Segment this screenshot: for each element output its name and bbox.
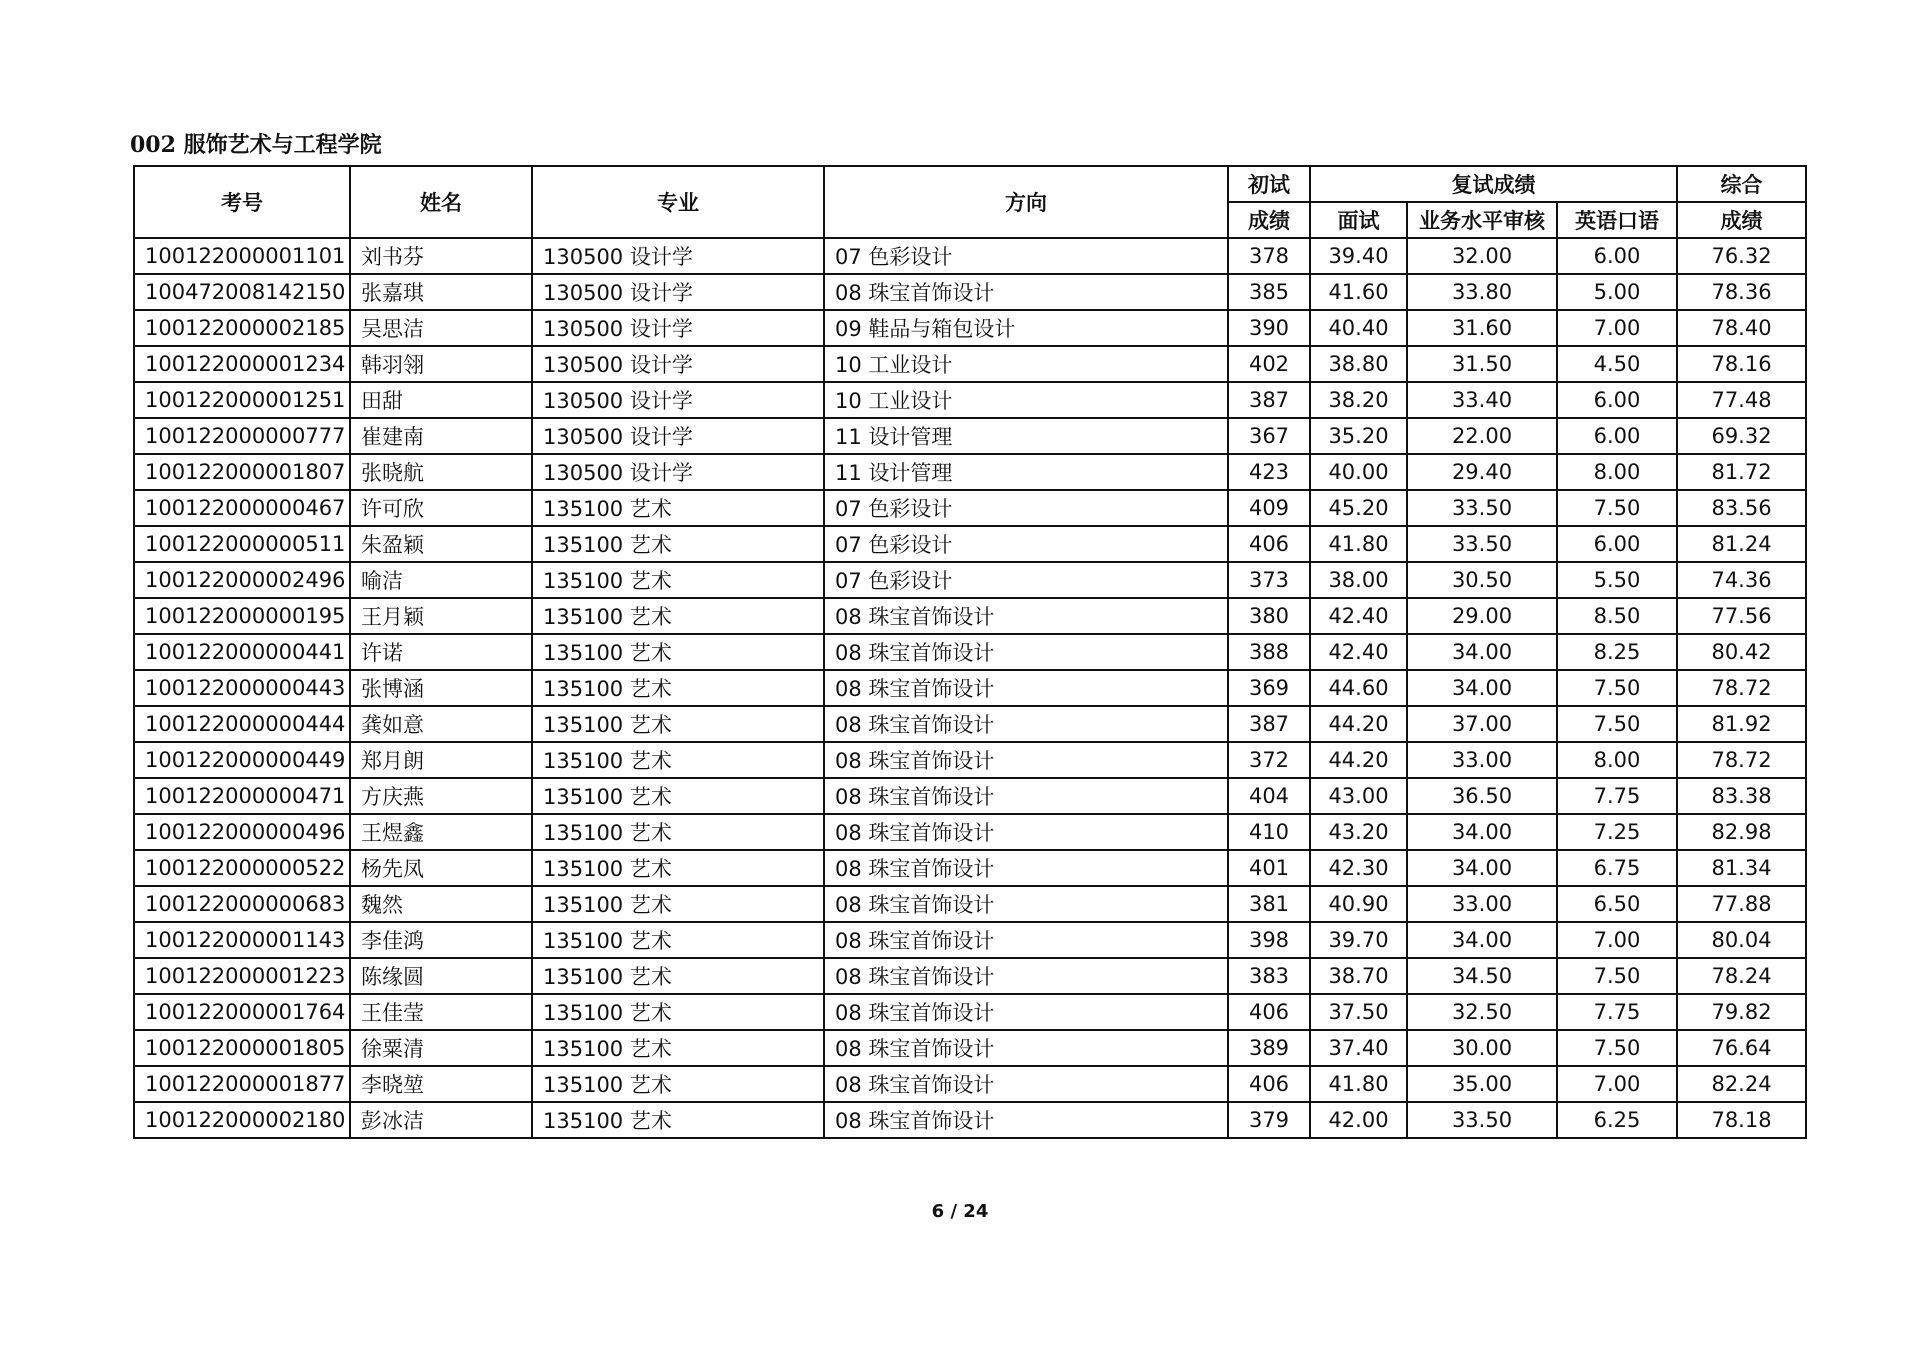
cell-total-score: 78.18 — [1677, 1102, 1806, 1138]
cell-exam-no: 100122000002180 — [134, 1102, 350, 1138]
cell-name: 王佳莹 — [350, 994, 532, 1030]
cell-direction: 08 珠宝首饰设计 — [824, 1030, 1228, 1066]
table-row — [134, 310, 1806, 346]
cell-interview-score: 42.30 — [1310, 850, 1407, 886]
cell-interview-score: 42.40 — [1310, 634, 1407, 670]
header-direction: 方向 — [824, 166, 1228, 238]
cell-total-score: 81.34 — [1677, 850, 1806, 886]
cell-oral-english-score: 6.50 — [1557, 886, 1677, 922]
cell-business-score: 32.00 — [1407, 238, 1557, 274]
cell-initial-score: 406 — [1228, 1066, 1310, 1102]
cell-total-score: 77.88 — [1677, 886, 1806, 922]
cell-initial-score: 367 — [1228, 418, 1310, 454]
header-exam-no: 考号 — [134, 166, 350, 238]
cell-direction: 07 色彩设计 — [824, 490, 1228, 526]
cell-exam-no: 100122000000683 — [134, 886, 350, 922]
cell-interview-score: 37.50 — [1310, 994, 1407, 1030]
cell-direction: 08 珠宝首饰设计 — [824, 994, 1228, 1030]
cell-name: 郑月朗 — [350, 742, 532, 778]
cell-total-score: 74.36 — [1677, 562, 1806, 598]
cell-interview-score: 44.20 — [1310, 706, 1407, 742]
cell-interview-score: 40.90 — [1310, 886, 1407, 922]
cell-major: 135100 艺术 — [532, 922, 824, 958]
cell-name: 刘书芬 — [350, 238, 532, 274]
cell-oral-english-score: 4.50 — [1557, 346, 1677, 382]
cell-initial-score: 387 — [1228, 382, 1310, 418]
cell-exam-no: 100122000001223 — [134, 958, 350, 994]
cell-total-score: 82.98 — [1677, 814, 1806, 850]
cell-oral-english-score: 7.50 — [1557, 958, 1677, 994]
cell-name: 张晓航 — [350, 454, 532, 490]
header-name: 姓名 — [350, 166, 532, 238]
cell-name: 彭冰洁 — [350, 1102, 532, 1138]
cell-interview-score: 39.70 — [1310, 922, 1407, 958]
cell-major: 135100 艺术 — [532, 1030, 824, 1066]
cell-name: 杨先凤 — [350, 850, 532, 886]
cell-direction: 08 珠宝首饰设计 — [824, 598, 1228, 634]
cell-name: 徐粟清 — [350, 1030, 532, 1066]
cell-major: 130500 设计学 — [532, 274, 824, 310]
cell-total-score: 82.24 — [1677, 1066, 1806, 1102]
cell-oral-english-score: 5.00 — [1557, 274, 1677, 310]
cell-major: 135100 艺术 — [532, 886, 824, 922]
cell-oral-english-score: 5.50 — [1557, 562, 1677, 598]
cell-exam-no: 100122000001143 — [134, 922, 350, 958]
cell-interview-score: 40.40 — [1310, 310, 1407, 346]
cell-exam-no: 100122000000777 — [134, 418, 350, 454]
cell-oral-english-score: 6.25 — [1557, 1102, 1677, 1138]
cell-initial-score: 378 — [1228, 238, 1310, 274]
cell-major: 135100 艺术 — [532, 562, 824, 598]
cell-initial-score: 387 — [1228, 706, 1310, 742]
cell-exam-no: 100122000001877 — [134, 1066, 350, 1102]
cell-major: 135100 艺术 — [532, 634, 824, 670]
cell-total-score: 77.48 — [1677, 382, 1806, 418]
cell-direction: 09 鞋品与箱包设计 — [824, 310, 1228, 346]
cell-total-score: 78.72 — [1677, 670, 1806, 706]
table-row — [134, 994, 1806, 1030]
cell-total-score: 81.72 — [1677, 454, 1806, 490]
cell-initial-score: 372 — [1228, 742, 1310, 778]
cell-total-score: 83.56 — [1677, 490, 1806, 526]
cell-major: 135100 艺术 — [532, 994, 824, 1030]
header-total-line2: 成绩 — [1677, 202, 1806, 238]
cell-direction: 08 珠宝首饰设计 — [824, 850, 1228, 886]
cell-exam-no: 100122000000449 — [134, 742, 350, 778]
cell-oral-english-score: 8.25 — [1557, 634, 1677, 670]
cell-business-score: 34.00 — [1407, 922, 1557, 958]
cell-initial-score: 385 — [1228, 274, 1310, 310]
table-row — [134, 778, 1806, 814]
cell-total-score: 78.72 — [1677, 742, 1806, 778]
page-title: 002 服饰艺术与工程学院 — [130, 132, 382, 158]
cell-direction: 08 珠宝首饰设计 — [824, 886, 1228, 922]
table-row — [134, 1030, 1806, 1066]
cell-initial-score: 390 — [1228, 310, 1310, 346]
cell-direction: 08 珠宝首饰设计 — [824, 670, 1228, 706]
table-row — [134, 274, 1806, 310]
cell-major: 130500 设计学 — [532, 454, 824, 490]
cell-oral-english-score: 8.50 — [1557, 598, 1677, 634]
cell-major: 135100 艺术 — [532, 598, 824, 634]
header-initial-line2: 成绩 — [1228, 202, 1310, 238]
cell-name: 张博涵 — [350, 670, 532, 706]
cell-business-score: 34.00 — [1407, 814, 1557, 850]
cell-name: 魏然 — [350, 886, 532, 922]
cell-interview-score: 44.20 — [1310, 742, 1407, 778]
cell-major: 135100 艺术 — [532, 1102, 824, 1138]
cell-total-score: 81.24 — [1677, 526, 1806, 562]
cell-initial-score: 380 — [1228, 598, 1310, 634]
table-row — [134, 598, 1806, 634]
cell-oral-english-score: 7.00 — [1557, 1066, 1677, 1102]
cell-total-score: 81.92 — [1677, 706, 1806, 742]
cell-exam-no: 100122000002185 — [134, 310, 350, 346]
cell-interview-score: 38.80 — [1310, 346, 1407, 382]
cell-oral-english-score: 7.00 — [1557, 310, 1677, 346]
cell-business-score: 33.50 — [1407, 490, 1557, 526]
cell-business-score: 22.00 — [1407, 418, 1557, 454]
cell-direction: 07 色彩设计 — [824, 526, 1228, 562]
cell-interview-score: 42.40 — [1310, 598, 1407, 634]
cell-direction: 08 珠宝首饰设计 — [824, 274, 1228, 310]
cell-initial-score: 404 — [1228, 778, 1310, 814]
header-interview: 面试 — [1310, 202, 1407, 238]
cell-oral-english-score: 7.50 — [1557, 670, 1677, 706]
cell-business-score: 33.00 — [1407, 886, 1557, 922]
cell-major: 130500 设计学 — [532, 346, 824, 382]
cell-name: 吴思洁 — [350, 310, 532, 346]
cell-direction: 08 珠宝首饰设计 — [824, 778, 1228, 814]
table-row — [134, 1066, 1806, 1102]
cell-name: 陈缘圆 — [350, 958, 532, 994]
cell-major: 135100 艺术 — [532, 742, 824, 778]
cell-interview-score: 44.60 — [1310, 670, 1407, 706]
table-row — [134, 346, 1806, 382]
cell-interview-score: 41.60 — [1310, 274, 1407, 310]
cell-interview-score: 43.20 — [1310, 814, 1407, 850]
header-initial-line1: 初试 — [1228, 166, 1310, 202]
header-major: 专业 — [532, 166, 824, 238]
cell-name: 王月颖 — [350, 598, 532, 634]
cell-exam-no: 100122000000441 — [134, 634, 350, 670]
cell-business-score: 33.40 — [1407, 382, 1557, 418]
cell-interview-score: 38.00 — [1310, 562, 1407, 598]
cell-oral-english-score: 7.50 — [1557, 1030, 1677, 1066]
cell-name: 喻洁 — [350, 562, 532, 598]
cell-oral-english-score: 6.00 — [1557, 238, 1677, 274]
cell-initial-score: 401 — [1228, 850, 1310, 886]
cell-initial-score: 379 — [1228, 1102, 1310, 1138]
cell-name: 许可欣 — [350, 490, 532, 526]
cell-exam-no: 100122000000511 — [134, 526, 350, 562]
cell-total-score: 79.82 — [1677, 994, 1806, 1030]
cell-interview-score: 37.40 — [1310, 1030, 1407, 1066]
cell-major: 130500 设计学 — [532, 310, 824, 346]
cell-major: 135100 艺术 — [532, 958, 824, 994]
cell-major: 135100 艺术 — [532, 814, 824, 850]
cell-total-score: 78.36 — [1677, 274, 1806, 310]
cell-name: 朱盈颖 — [350, 526, 532, 562]
cell-interview-score: 38.20 — [1310, 382, 1407, 418]
cell-initial-score: 406 — [1228, 526, 1310, 562]
cell-initial-score: 410 — [1228, 814, 1310, 850]
cell-direction: 08 珠宝首饰设计 — [824, 1066, 1228, 1102]
score-table — [133, 165, 1807, 1139]
cell-initial-score: 388 — [1228, 634, 1310, 670]
cell-direction: 07 色彩设计 — [824, 238, 1228, 274]
cell-business-score: 29.40 — [1407, 454, 1557, 490]
cell-initial-score: 381 — [1228, 886, 1310, 922]
cell-oral-english-score: 8.00 — [1557, 454, 1677, 490]
cell-oral-english-score: 6.00 — [1557, 382, 1677, 418]
cell-oral-english-score: 8.00 — [1557, 742, 1677, 778]
cell-business-score: 34.00 — [1407, 670, 1557, 706]
cell-interview-score: 43.00 — [1310, 778, 1407, 814]
cell-exam-no: 100122000000471 — [134, 778, 350, 814]
table-row — [134, 742, 1806, 778]
cell-total-score: 77.56 — [1677, 598, 1806, 634]
cell-direction: 08 珠宝首饰设计 — [824, 1102, 1228, 1138]
cell-interview-score: 40.00 — [1310, 454, 1407, 490]
cell-name: 李佳鸿 — [350, 922, 532, 958]
cell-major: 135100 艺术 — [532, 778, 824, 814]
cell-interview-score: 35.20 — [1310, 418, 1407, 454]
cell-exam-no: 100122000001805 — [134, 1030, 350, 1066]
cell-direction: 11 设计管理 — [824, 454, 1228, 490]
cell-direction: 08 珠宝首饰设计 — [824, 742, 1228, 778]
cell-interview-score: 45.20 — [1310, 490, 1407, 526]
cell-major: 135100 艺术 — [532, 526, 824, 562]
cell-direction: 07 色彩设计 — [824, 562, 1228, 598]
table-row — [134, 850, 1806, 886]
cell-total-score: 76.32 — [1677, 238, 1806, 274]
cell-business-score: 37.00 — [1407, 706, 1557, 742]
table-row — [134, 706, 1806, 742]
cell-business-score: 35.00 — [1407, 1066, 1557, 1102]
cell-initial-score: 369 — [1228, 670, 1310, 706]
cell-interview-score: 39.40 — [1310, 238, 1407, 274]
cell-initial-score: 383 — [1228, 958, 1310, 994]
cell-total-score: 76.64 — [1677, 1030, 1806, 1066]
cell-initial-score: 373 — [1228, 562, 1310, 598]
cell-business-score: 31.50 — [1407, 346, 1557, 382]
cell-direction: 11 设计管理 — [824, 418, 1228, 454]
cell-major: 135100 艺术 — [532, 706, 824, 742]
cell-initial-score: 389 — [1228, 1030, 1310, 1066]
cell-direction: 08 珠宝首饰设计 — [824, 634, 1228, 670]
header-oral-english: 英语口语 — [1557, 202, 1677, 238]
table-row — [134, 958, 1806, 994]
cell-business-score: 31.60 — [1407, 310, 1557, 346]
cell-business-score: 30.00 — [1407, 1030, 1557, 1066]
table-row — [134, 670, 1806, 706]
header-total-line1: 综合 — [1677, 166, 1806, 202]
cell-exam-no: 100122000000467 — [134, 490, 350, 526]
cell-oral-english-score: 7.50 — [1557, 706, 1677, 742]
cell-oral-english-score: 7.75 — [1557, 994, 1677, 1030]
cell-exam-no: 100122000000195 — [134, 598, 350, 634]
cell-initial-score: 402 — [1228, 346, 1310, 382]
cell-total-score: 80.42 — [1677, 634, 1806, 670]
cell-business-score: 34.00 — [1407, 634, 1557, 670]
cell-total-score: 78.16 — [1677, 346, 1806, 382]
cell-exam-no: 100122000000496 — [134, 814, 350, 850]
cell-name: 李晓堃 — [350, 1066, 532, 1102]
table-row — [134, 382, 1806, 418]
cell-direction: 08 珠宝首饰设计 — [824, 922, 1228, 958]
page-number: 6 / 24 — [931, 1201, 989, 1222]
cell-initial-score: 423 — [1228, 454, 1310, 490]
cell-name: 韩羽翎 — [350, 346, 532, 382]
table-row — [134, 238, 1806, 274]
cell-exam-no: 100122000000522 — [134, 850, 350, 886]
cell-exam-no: 100122000000443 — [134, 670, 350, 706]
header-business: 业务水平审核 — [1407, 202, 1557, 238]
cell-major: 135100 艺术 — [532, 850, 824, 886]
cell-total-score: 78.24 — [1677, 958, 1806, 994]
table-row — [134, 490, 1806, 526]
cell-oral-english-score: 7.00 — [1557, 922, 1677, 958]
cell-business-score: 34.00 — [1407, 850, 1557, 886]
cell-interview-score: 42.00 — [1310, 1102, 1407, 1138]
cell-major: 130500 设计学 — [532, 382, 824, 418]
cell-major: 135100 艺术 — [532, 670, 824, 706]
cell-business-score: 36.50 — [1407, 778, 1557, 814]
table-row — [134, 886, 1806, 922]
cell-business-score: 32.50 — [1407, 994, 1557, 1030]
cell-oral-english-score: 7.50 — [1557, 490, 1677, 526]
cell-major: 130500 设计学 — [532, 238, 824, 274]
cell-exam-no: 100122000001101 — [134, 238, 350, 274]
cell-exam-no: 100122000001251 — [134, 382, 350, 418]
cell-business-score: 33.50 — [1407, 1102, 1557, 1138]
cell-business-score: 30.50 — [1407, 562, 1557, 598]
cell-name: 王煜鑫 — [350, 814, 532, 850]
table-row — [134, 1102, 1806, 1138]
cell-oral-english-score: 6.00 — [1557, 526, 1677, 562]
table-row — [134, 526, 1806, 562]
cell-business-score: 29.00 — [1407, 598, 1557, 634]
cell-name: 田甜 — [350, 382, 532, 418]
table-row — [134, 454, 1806, 490]
cell-total-score: 69.32 — [1677, 418, 1806, 454]
cell-direction: 10 工业设计 — [824, 346, 1228, 382]
cell-oral-english-score: 7.25 — [1557, 814, 1677, 850]
cell-oral-english-score: 6.00 — [1557, 418, 1677, 454]
cell-business-score: 33.50 — [1407, 526, 1557, 562]
cell-interview-score: 41.80 — [1310, 526, 1407, 562]
cell-oral-english-score: 6.75 — [1557, 850, 1677, 886]
header-retest: 复试成绩 — [1310, 166, 1677, 202]
cell-interview-score: 38.70 — [1310, 958, 1407, 994]
table-row — [134, 922, 1806, 958]
cell-initial-score: 406 — [1228, 994, 1310, 1030]
cell-business-score: 33.00 — [1407, 742, 1557, 778]
cell-major: 130500 设计学 — [532, 418, 824, 454]
cell-direction: 08 珠宝首饰设计 — [824, 706, 1228, 742]
cell-name: 张嘉琪 — [350, 274, 532, 310]
cell-name: 崔建南 — [350, 418, 532, 454]
cell-major: 135100 艺术 — [532, 490, 824, 526]
cell-name: 许诺 — [350, 634, 532, 670]
cell-name: 龚如意 — [350, 706, 532, 742]
cell-business-score: 34.50 — [1407, 958, 1557, 994]
cell-exam-no: 100122000001764 — [134, 994, 350, 1030]
cell-exam-no: 100122000000444 — [134, 706, 350, 742]
cell-oral-english-score: 7.75 — [1557, 778, 1677, 814]
cell-initial-score: 409 — [1228, 490, 1310, 526]
cell-exam-no: 100122000001807 — [134, 454, 350, 490]
table-row — [134, 814, 1806, 850]
table-row — [134, 562, 1806, 598]
cell-total-score: 78.40 — [1677, 310, 1806, 346]
cell-direction: 08 珠宝首饰设计 — [824, 958, 1228, 994]
cell-name: 方庆燕 — [350, 778, 532, 814]
cell-exam-no: 100122000001234 — [134, 346, 350, 382]
cell-initial-score: 398 — [1228, 922, 1310, 958]
cell-total-score: 83.38 — [1677, 778, 1806, 814]
table-row — [134, 418, 1806, 454]
cell-exam-no: 100472008142150 — [134, 274, 350, 310]
cell-business-score: 33.80 — [1407, 274, 1557, 310]
table-row — [134, 634, 1806, 670]
cell-major: 135100 艺术 — [532, 1066, 824, 1102]
cell-exam-no: 100122000002496 — [134, 562, 350, 598]
cell-interview-score: 41.80 — [1310, 1066, 1407, 1102]
cell-total-score: 80.04 — [1677, 922, 1806, 958]
cell-direction: 08 珠宝首饰设计 — [824, 814, 1228, 850]
cell-direction: 10 工业设计 — [824, 382, 1228, 418]
